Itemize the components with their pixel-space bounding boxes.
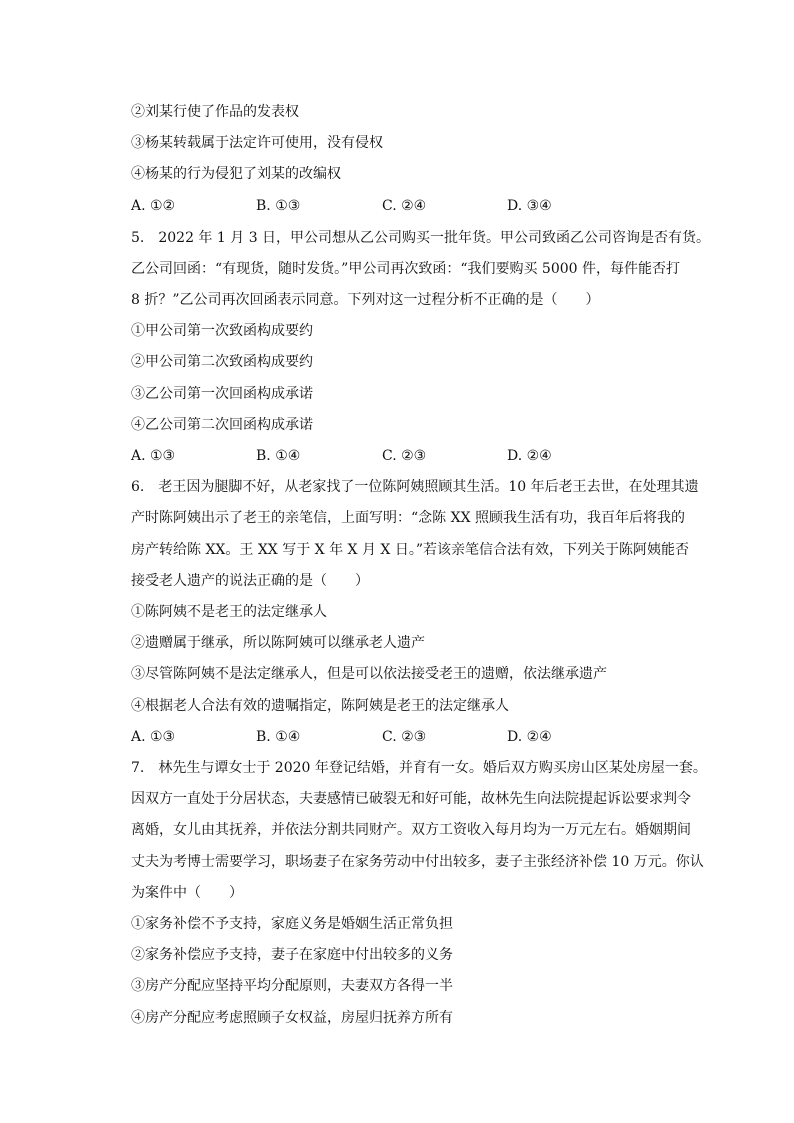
q4-choice-a: A. ①② bbox=[131, 198, 176, 214]
q4-option-2: ②刘某行使了作品的发表权 bbox=[131, 104, 299, 120]
q5-stem-line-2: 乙公司回函：“有现货，随时发货。”甲公司再次致函：“我们要购买 5000 件，每件能否打 bbox=[131, 261, 680, 277]
q6-choice-a: A. ①③ bbox=[131, 729, 176, 745]
q5-option-4: ④乙公司第二次回函构成承诺 bbox=[131, 417, 313, 433]
q6-stem-line-2: 产时陈阿姨出示了老王的亲笔信，上面写明：“念陈 XX 照顾我生活有功，我百年后将我的 bbox=[131, 510, 685, 526]
q5-choices bbox=[131, 446, 631, 466]
q5-choice-d: D. ②④ bbox=[507, 448, 552, 464]
q4-option-3: ③杨某转载属于法定许可使用，没有侵权 bbox=[131, 135, 383, 151]
q7-option-4: ④房产分配应考虑照顾子女权益，房屋归抚养方所有 bbox=[131, 1010, 453, 1026]
q6-choice-d: D. ②④ bbox=[507, 729, 552, 745]
q5-option-1: ①甲公司第一次致函构成要约 bbox=[131, 323, 313, 339]
q5-stem-line-3: 8 折？”乙公司再次回函表示同意。下列对这一过程分析不正确的是（ ） bbox=[131, 292, 600, 308]
q7-option-2: ②家务补偿应予支持，妻子在家庭中付出较多的义务 bbox=[131, 947, 453, 963]
q7-option-1: ①家务补偿不予支持，家庭义务是婚姻生活正常负担 bbox=[131, 916, 453, 932]
q6-option-3: ③尽管陈阿姨不是法定继承人，但是可以依法接受老王的遗赠，依法继承遗产 bbox=[131, 666, 607, 682]
q5-choice-b: B. ①④ bbox=[256, 448, 301, 464]
q4-option-4: ④杨某的行为侵犯了刘某的改编权 bbox=[131, 166, 341, 182]
q6-choice-c: C. ②③ bbox=[382, 729, 427, 745]
q4-choice-c: C. ②④ bbox=[382, 198, 427, 214]
q6-option-1: ①陈阿姨不是老王的法定继承人 bbox=[131, 604, 327, 620]
q7-stem-line-5: 为案件中（ ） bbox=[131, 885, 243, 901]
q6-option-2: ②遗赠属于继承，所以陈阿姨可以继承老人遗产 bbox=[131, 635, 425, 651]
q7-stem-line-1: 7. 林先生与谭女士于 2020 年登记结婚，并育有一女。婚后双方购买房山区某处房屋一套。 bbox=[131, 760, 707, 776]
q5-option-3: ③乙公司第一次回函构成承诺 bbox=[131, 386, 313, 402]
q4-choice-d: D. ③④ bbox=[507, 198, 552, 214]
q4-choices bbox=[131, 196, 631, 216]
q5-choice-c: C. ②③ bbox=[382, 448, 427, 464]
q6-choice-b: B. ①④ bbox=[256, 729, 301, 745]
q7-stem-line-4: 丈夫为考博士需要学习，职场妻子在家务劳动中付出较多，妻子主张经济补偿 10 万元。你认 bbox=[131, 854, 704, 870]
q5-option-2: ②甲公司第二次致函构成要约 bbox=[131, 354, 313, 370]
q6-stem-line-1: 6. 老王因为腿脚不好，从老家找了一位陈阿姨照顾其生活。10 年后老王去世，在处理其遗 bbox=[131, 479, 699, 495]
q6-choices bbox=[131, 727, 631, 747]
q7-stem-line-2: 因双方一直处于分居状态，夫妻感情已破裂无和好可能，故林先生向法院提起诉讼要求判令 bbox=[131, 791, 691, 807]
q5-stem-line-1: 5. 2022 年 1 月 3 日，甲公司想从乙公司购买一批年货。甲公司致函乙公司咨询是否有货。 bbox=[131, 230, 711, 246]
q7-stem-line-3: 离婚，女儿由其抚养，并依法分割共同财产。双方工资收入每月均为一万元左右。婚姻期间 bbox=[131, 822, 691, 838]
q6-stem-line-4: 接受老人遗产的说法正确的是（ ） bbox=[131, 573, 369, 589]
q5-choice-a: A. ①③ bbox=[131, 448, 176, 464]
q6-stem-line-3: 房产转给陈 XX。王 XX 写于 X 年 X 月 X 日。”若该亲笔信合法有效，下列关于陈阿姨能否 bbox=[131, 542, 689, 558]
q7-option-3: ③房产分配应坚持平均分配原则，夫妻双方各得一半 bbox=[131, 978, 453, 994]
q4-choice-b: B. ①③ bbox=[256, 198, 301, 214]
q6-option-4: ④根据老人合法有效的遗嘱指定，陈阿姨是老王的法定继承人 bbox=[131, 698, 509, 714]
